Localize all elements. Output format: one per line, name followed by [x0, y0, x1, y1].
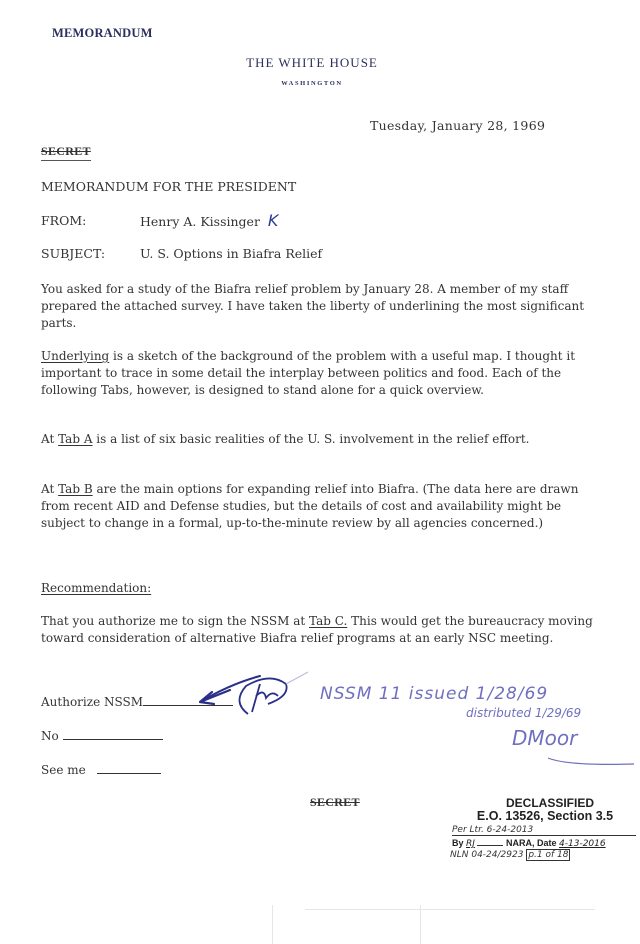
check-arrow [200, 690, 230, 704]
recommendation-rest: This would get the bureaucracy moving toward consideration of alternative Biafra relief programs at an early NSC meeting. [41, 614, 593, 645]
declassified-stamp-title: DECLASSIFIED [505, 796, 594, 810]
tab-c-reference: Tab C. [309, 614, 348, 628]
memo-recipient: MEMORANDUM FOR THE PRESIDENT [41, 179, 297, 194]
classification-top: SECRET [41, 144, 91, 161]
from-label: FROM: [41, 213, 87, 228]
initials-underline [548, 750, 638, 770]
paragraph-2-text: is a sketch of the background of the problem with a useful map. I thought it important to trace in some detail the interplay between politics and food. Each of the following Tabs, however, is designed to stand alone for a quick overview. [41, 349, 576, 397]
signature-letters [252, 684, 278, 712]
from-name: Henry A. Kissinger [140, 214, 260, 229]
declassified-per: Per Ltr. 6-24-2013 [452, 825, 636, 836]
handwritten-issued-note: NSSM 11 issued 1/28/69 [320, 684, 549, 704]
handwritten-initials: DMoor [512, 726, 578, 750]
signature-loop [239, 678, 286, 714]
memo-date: Tuesday, January 28, 1969 [370, 118, 546, 133]
from-value [140, 212, 278, 230]
option-no-blank[interactable] [63, 727, 163, 740]
paragraph-2 [41, 348, 601, 399]
paragraph-4-pre: At [41, 482, 59, 496]
nara-date: 4-13-2016 [559, 839, 606, 849]
recommendation-pre: That you authorize me to sign the NSSM at [41, 614, 310, 628]
paragraph-3-pre: At [41, 432, 59, 446]
by-label: By [452, 838, 464, 848]
recommendation-text [41, 613, 601, 647]
recommendation-heading [41, 580, 151, 597]
paragraph-4-text: are the main options for expanding relief into Biafra. (The data here are drawn from recent AID and Defense studies, but the details of cost and availability might be subject to change in a formal, up-to-the-minute review by all agencies concerned.) [41, 482, 579, 530]
subject-label: SUBJECT: [41, 246, 106, 261]
paragraph-1: You asked for a study of the Biafra relief problem by January 28. A member of my staff prepared the attached survey. I have taken the liberty of underlining the most significant parts. [41, 282, 585, 330]
memorandum-label: MEMORANDUM [52, 26, 153, 40]
handwritten-distributed-note: distributed 1/29/69 [466, 706, 582, 720]
classification-bottom: SECRET [310, 795, 360, 809]
initial-k-handwritten: K [267, 211, 279, 230]
scan-artifact [272, 905, 273, 944]
subject-value: U. S. Options in Biafra Relief [140, 246, 323, 261]
option-no[interactable] [41, 727, 163, 745]
option-authorize-label: Authorize NSSM [41, 695, 143, 709]
letterhead-city: WASHINGTON [281, 80, 343, 87]
scan-artifact [420, 905, 421, 944]
tab-b-reference: Tab B [58, 482, 93, 496]
signature-tail [286, 672, 308, 684]
option-see-me[interactable] [41, 761, 161, 779]
option-see-me-blank[interactable] [97, 761, 161, 774]
declassified-nln-line [450, 850, 570, 860]
tab-a-reference: Tab A [58, 432, 93, 446]
letterhead-title: THE WHITE HOUSE [246, 55, 378, 70]
nln-number: NLN 04-24/2923 [450, 850, 524, 860]
paragraph-3-text: is a list of six basic realities of the U. S. involvement in the relief effort. [92, 432, 530, 446]
option-see-me-label: See me [41, 763, 86, 777]
paragraph-4 [41, 481, 601, 532]
option-no-label: No [41, 729, 59, 743]
recommendation-heading-text: Recommendation: [41, 581, 152, 595]
declassified-authority: E.O. 13526, Section 3.5 [476, 809, 614, 823]
paragraph-3 [41, 431, 601, 448]
page-of: p.1 of 18 [528, 850, 569, 860]
declassified-by-line [452, 838, 636, 849]
presidential-checkmark-signature [190, 668, 310, 720]
underlying-reference: Underlying [41, 349, 110, 363]
scan-artifact [305, 909, 595, 910]
nara-label: NARA, Date [505, 838, 557, 848]
by-value: RJ [466, 839, 475, 849]
